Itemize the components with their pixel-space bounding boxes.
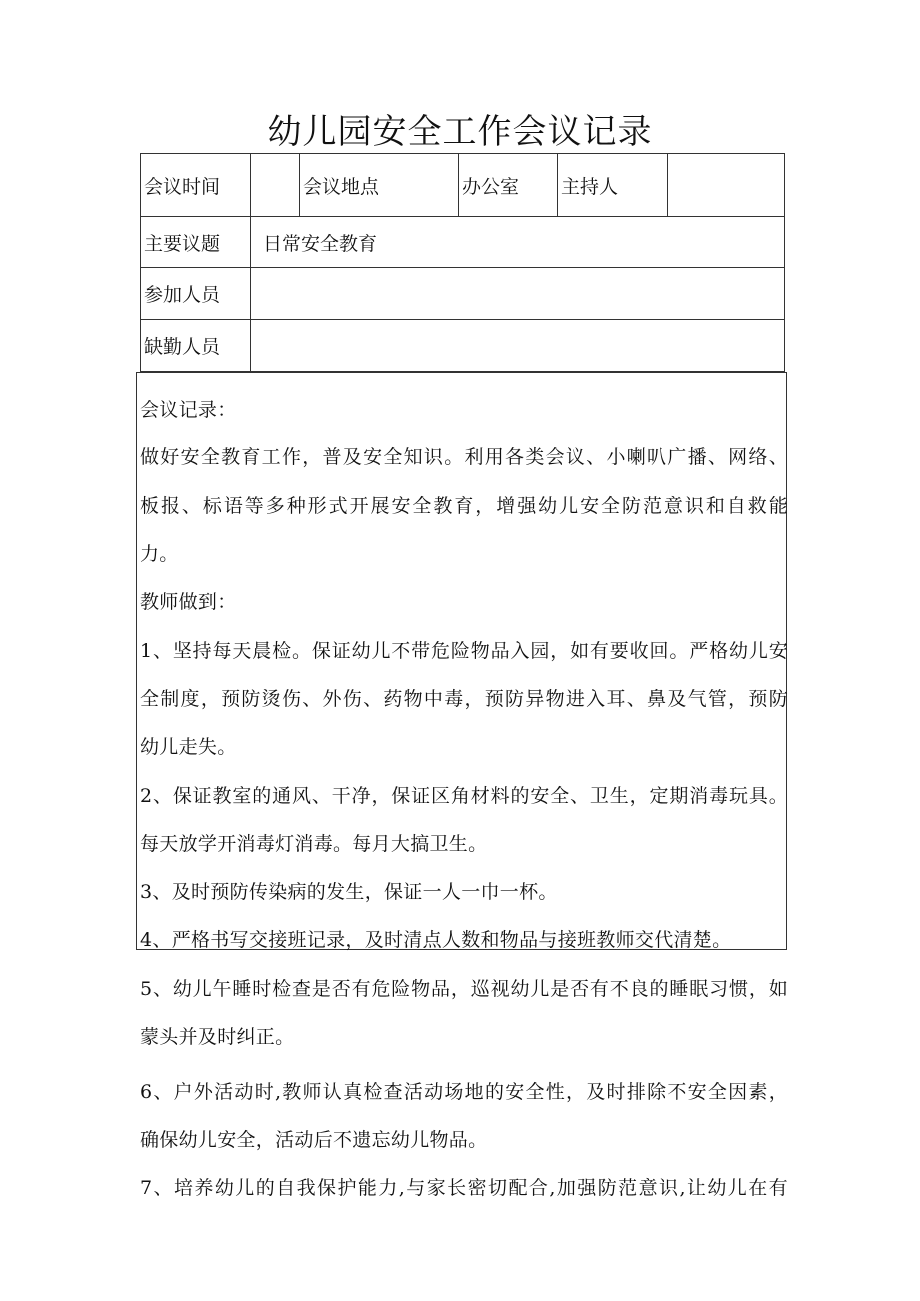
item-5-line: 5、幼儿午睡时检查是否有危险物品，巡视幼儿是否有不良的睡眠习惯，如: [140, 978, 788, 1000]
item-1-line: 1、坚持每天晨检。保证幼儿不带危险物品入园，如有要收回。严格幼儿安: [140, 640, 788, 662]
item-5-line: 蒙头并及时纠正。: [140, 1026, 295, 1048]
attendees-value: [251, 268, 785, 320]
item-2-line: 2、保证教室的通风、干净，保证区角材料的安全、卫生，定期消毒玩具。: [140, 785, 788, 807]
item-6-line: 确保幼儿安全，活动后不遗忘幼儿物品。: [140, 1129, 488, 1151]
table-row: [141, 154, 785, 217]
item-1-line: 幼儿走失。: [140, 736, 237, 758]
item-1-line: 全制度，预防烫伤、外伤、药物中毒，预防异物进入耳、鼻及气管，预防: [140, 688, 788, 710]
meeting-place-label: 会议地点: [300, 154, 459, 217]
meeting-place-value: 办公室: [459, 154, 558, 217]
meeting-info-table: [140, 153, 785, 372]
absent-value: [251, 320, 785, 372]
item-4: 4、严格书写交接班记录，及时清点人数和物品与接班教师交代清楚。: [140, 929, 732, 951]
host-label: 主持人: [558, 154, 668, 217]
topic-value: 日常安全教育: [251, 217, 785, 268]
table-row: [141, 268, 785, 320]
intro-line: 力。: [140, 543, 179, 565]
item-6-line: 6、户外活动时,教师认真检查活动场地的安全性，及时排除不安全因素，: [140, 1081, 788, 1103]
host-value: [668, 154, 785, 217]
table-row: [141, 217, 785, 268]
meeting-time-label: 会议时间: [141, 154, 251, 217]
item-3: 3、及时预防传染病的发生，保证一人一巾一杯。: [140, 881, 558, 903]
item-2-line: 每天放学开消毒灯消毒。每月大搞卫生。: [140, 833, 488, 855]
attendees-label: 参加人员: [141, 268, 251, 320]
topic-label: 主要议题: [141, 217, 251, 268]
meeting-time-value: [251, 154, 300, 217]
absent-label: 缺勤人员: [141, 320, 251, 372]
intro-line: 板报、标语等多种形式开展安全教育，增强幼儿安全防范意识和自救能: [140, 495, 788, 517]
table-row: [141, 320, 785, 372]
intro-line: 做好安全教育工作，普及安全知识。利用各类会议、小喇叭广播、网络、: [140, 446, 788, 468]
item-7-line: 7、培养幼儿的自我保护能力,与家长密切配合,加强防范意识,让幼儿在有: [140, 1177, 788, 1199]
minutes-label: 会议记录：: [140, 399, 237, 421]
teacher-heading: 教师做到：: [140, 591, 237, 613]
page-title: 幼儿园安全工作会议记录: [267, 112, 653, 152]
